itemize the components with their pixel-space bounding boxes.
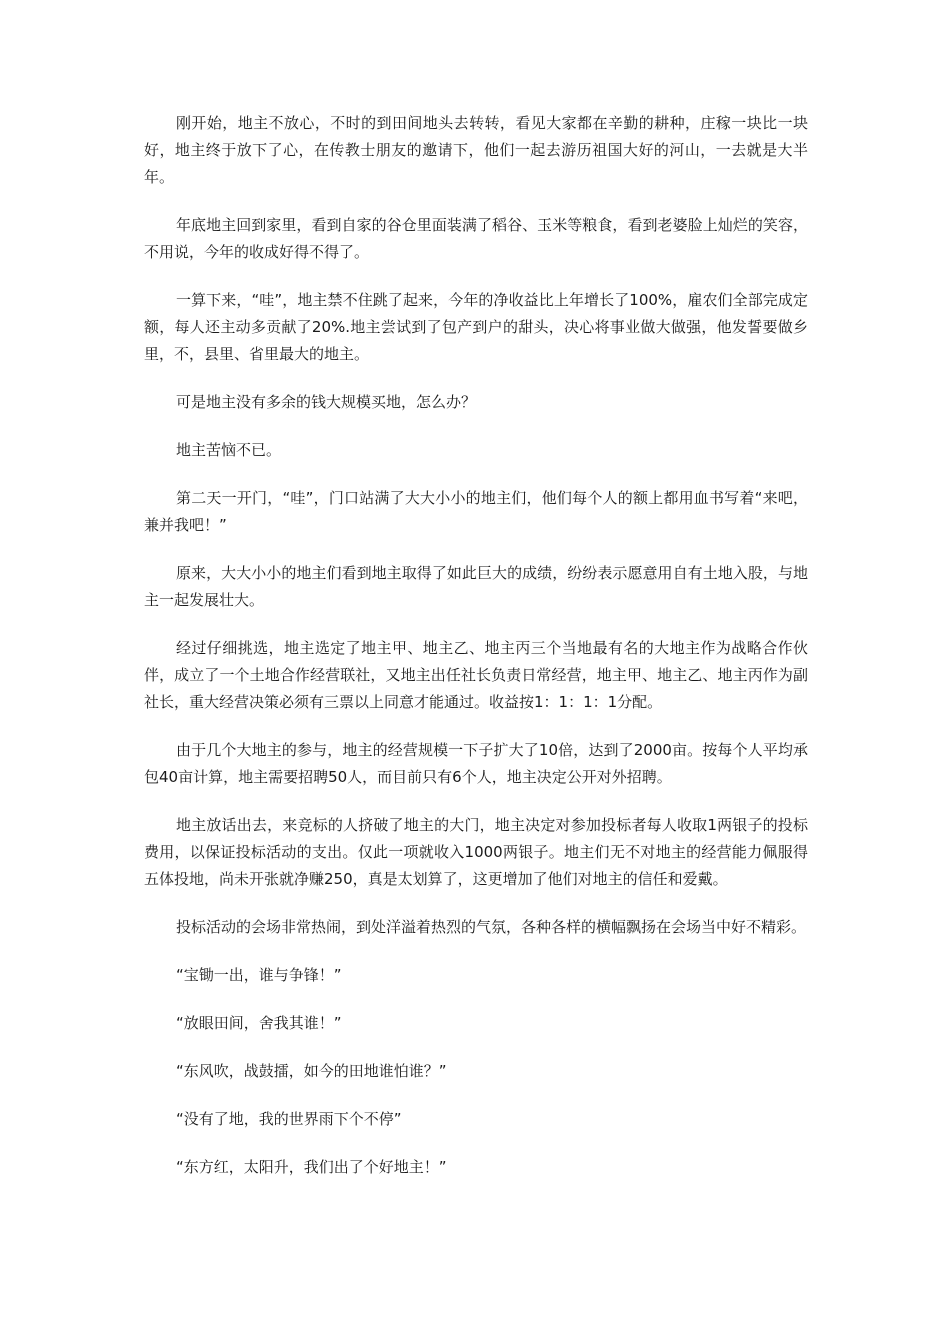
slogan-line: “东风吹，战鼓擂，如今的田地谁怕谁？” — [176, 1062, 447, 1080]
paragraph: 第二天一开门，“哇”，门口站满了大大小小的地主们，他们每个人的额上都用血书写着“来吧，兼并我吧！” — [144, 489, 808, 534]
slogan-line: “东方红，太阳升，我们出了个好地主！” — [176, 1158, 447, 1176]
paragraph: 刚开始，地主不放心，不时的到田间地头去转转，看见大家都在辛勤的耕种，庄稼一块比一块好，地主终于放下了心，在传教士朋友的邀请下，他们一起去游历祖国大好的河山，一去就是大半年。 — [144, 114, 808, 186]
paragraph: 地主放话出去，来竞标的人挤破了地主的大门，地主决定对参加投标者每人收取1两银子的投标费用，以保证投标活动的支出。仅此一项就收入1000两银子。地主们无不对地主的经营能力佩服得五体投地，尚未开张就净赚250，真是太划算了，这更增加了他们对地主的信任和爱戴。 — [144, 816, 808, 888]
paragraph: 一算下来，“哇”，地主禁不住跳了起来，今年的净收益比上年增长了100%，雇农们全部完成定额，每人还主动多贡献了20%.地主尝试到了包产到户的甜头，决心将事业做大做强，他发誓要做乡里，不，县里、省里最大的地主。 — [144, 291, 808, 363]
paragraph: 原来，大大小小的地主们看到地主取得了如此巨大的成绩，纷纷表示愿意用自有土地入股，与地主一起发展壮大。 — [144, 564, 808, 609]
slogan-line: “宝锄一出，谁与争锋！” — [176, 966, 342, 984]
paragraph: 年底地主回到家里，看到自家的谷仓里面装满了稻谷、玉米等粮食，看到老婆脸上灿烂的笑容，不用说，今年的收成好得不得了。 — [144, 216, 808, 261]
paragraph: 投标活动的会场非常热闹，到处洋溢着热烈的气氛，各种各样的横幅飘扬在会场当中好不精彩。 — [176, 918, 807, 936]
paragraph: 地主苦恼不已。 — [176, 441, 282, 459]
paragraph: 经过仔细挑选，地主选定了地主甲、地主乙、地主丙三个当地最有名的大地主作为战略合作伙伴，成立了一个土地合作经营联社，又地主出任社长负责日常经营，地主甲、地主乙、地主丙作为副社长，重大经营决策必须有三票以上同意才能通过。收益按1：1：1：1分配。 — [144, 639, 808, 711]
document-body — [144, 110, 808, 1202]
slogan-line: “没有了地，我的世界雨下个不停” — [176, 1110, 402, 1128]
paragraph: 由于几个大地主的参与，地主的经营规模一下子扩大了10倍，达到了2000亩。按每个人平均承包40亩计算，地主需要招聘50人，而目前只有6个人，地主决定公开对外招聘。 — [144, 741, 808, 786]
paragraph: 可是地主没有多余的钱大规模买地，怎么办？ — [176, 393, 477, 411]
slogan-line: “放眼田间，舍我其谁！” — [176, 1014, 342, 1032]
